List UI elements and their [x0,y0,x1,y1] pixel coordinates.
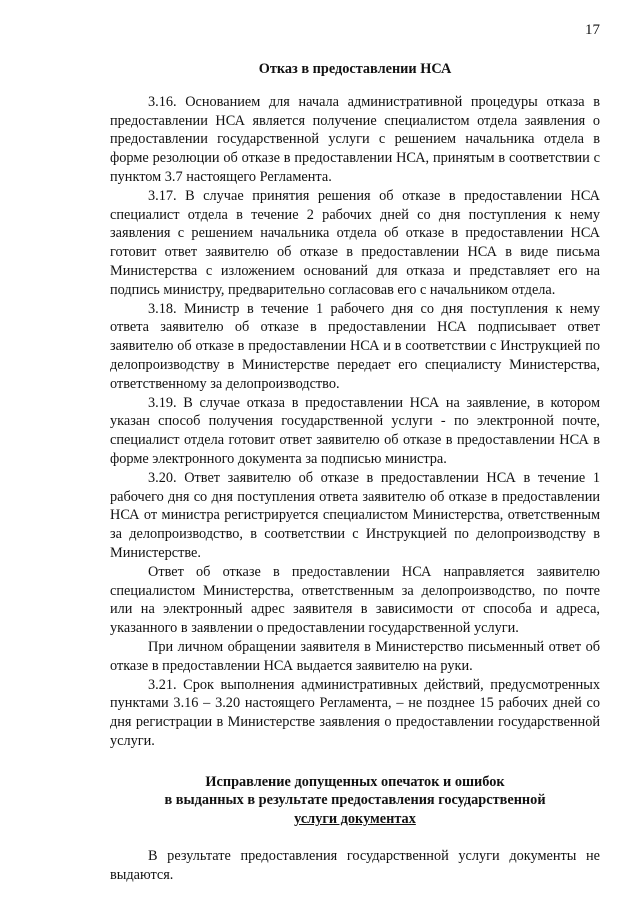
page-number: 17 [585,22,600,38]
section-title-corrections [110,773,600,829]
section-title-refusal: Отказ в предоставлении НСА [258,61,452,77]
paragraph-refusal-delivery: Ответ об отказе в предоставлении НСА направляется заявителю специалистом Министерства, ответственным за делопроизводство, по почте или на электронный адрес заявителя в зависимости от способа и адреса, указанного в заявлении о предоставлении государственной услуги. [110,563,600,637]
paragraph-3-17: 3.17. В случае принятия решения об отказе в предоставлении НСА специалист отдела в течение 2 рабочих дней со дня поступления к нему заявления с решением начальника отдела об отказе в предоставлении НСА готовит ответ заявителю об отказе в предоставлении НСА в виде письма Министерства с изложением оснований для отказа и представляет его на подпись министру, предварительно согласовав его с начальником отдела. [110,187,600,298]
section-title-line-2: в выданных в результате предоставления государственной [164,792,546,809]
paragraph-3-20: 3.20. Ответ заявителю об отказе в предоставлении НСА в течение 1 рабочего дня со дня поступления ответа заявителю об отказе в предоставлении НСА от министра регистрируется специалистом Министерства, ответственным за делопроизводство, в соответствии с Инструкцией по делопроизводству в Министерстве. [110,469,600,561]
section-title-line-3: услуги документах [294,811,416,828]
spacer [110,751,600,773]
paragraph-3-19: 3.19. В случае отказа в предоставлении НСА на заявление, в котором указан способ получения государственной услуги - по электронной почте, специалист отдела готовит ответ заявителю об отказе в предоставлении НСА в форме электронного документа за подписью министра. [110,394,600,467]
paragraph-3-18: 3.18. Министр в течение 1 рабочего дня со дня поступления к нему ответа заявителю об отказе в предоставлении НСА подписывает ответ заявителю об отказе в предоставлении НСА и в соответствии с Инструкцией по делопроизводству в Министерстве передает его специалисту Министерства, ответственному за делопроизводство. [110,300,600,392]
paragraph-no-documents: В результате предоставления государственной услуги документы не выдаются. [110,848,600,883]
paragraph-personal-visit: При личном обращении заявителя в Министерство письменный ответ об отказе в предоставлении НСА выдается заявителю на руки. [110,638,600,674]
paragraph-3-21: 3.21. Срок выполнения административных действий, предусмотренных пунктами 3.16 – 3.20 настоящего Регламента, – не позднее 15 рабочих дней со дня регистрации в Министерстве заявления о предоставлении государственной услуги. [110,676,600,749]
paragraph-3-16: 3.16. Основанием для начала административной процедуры отказа в предоставлении НСА является получение специалистом отдела заявления о предоставлении государственной услуги с решением начальника отдела в форме резолюции об отказе в предоставлении НСА, принятым в соответствии с пунктом 3.7 настоящего Регламента. [110,93,600,185]
document-body [110,60,600,885]
section-title-line-1: Исправление допущенных опечаток и ошибок [205,773,505,790]
